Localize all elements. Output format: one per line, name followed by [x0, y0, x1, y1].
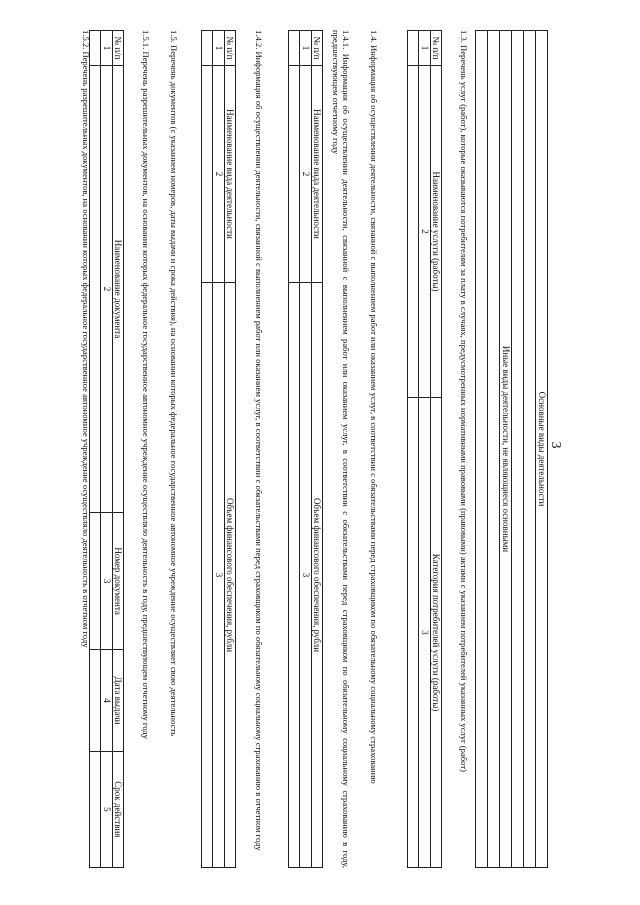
col-number: 2: [419, 66, 430, 398]
col-header: № п/п: [430, 31, 441, 66]
table-cell: [90, 650, 101, 751]
col-header: № п/п: [311, 31, 322, 66]
table-cell: [202, 66, 213, 283]
table-cell: [289, 283, 300, 868]
activities-table: [475, 30, 548, 868]
col-number: 1: [419, 31, 430, 66]
main-activities-row: [512, 31, 524, 868]
section-1-5-2-text: 1.5.2. Перечень разрешительных документов, на основании которых федеральное государственное автономное учреждение осуществляло деятельность в отчетном году: [81, 30, 91, 648]
col-number: 3: [101, 513, 112, 650]
table-cell: [90, 66, 101, 513]
col-number: 3: [213, 283, 224, 868]
table-cell: [408, 31, 419, 66]
col-header: Наименование вида деятельности: [224, 66, 235, 283]
col-number: 2: [300, 66, 311, 283]
table-cell: [90, 31, 101, 66]
col-header: Объем финансового обеспечения, рубли: [311, 283, 322, 868]
section-1-4-2-text: 1.4.2. Информация об осуществлении деятельности, связанной с выполнением работ или оказанием услуг, в соответствии с обязательствами перед страховщиком по обязательному социальному страхованию в отчетном году: [254, 30, 264, 851]
col-number: 2: [101, 66, 112, 513]
section-1-4-2-table: [201, 30, 236, 868]
section-1-5-1-table: [89, 30, 124, 868]
col-header: Дата выдачи: [112, 650, 123, 751]
other-activities-row: [488, 31, 500, 868]
other-activities-row: [476, 31, 488, 868]
table-cell: [289, 31, 300, 66]
col-number: 2: [213, 66, 224, 283]
section-1-4-text: 1.4. Информация об осуществлении деятельности, связанной с выполнением работ или оказанием услуг, в соответствии с обязательствами перед страховщиком по обязательному социальному страхованию: [369, 30, 379, 784]
col-number: 4: [101, 650, 112, 751]
col-number: 1: [213, 31, 224, 66]
rotated-page: [78, 12, 548, 872]
col-number: 3: [419, 398, 430, 868]
col-header: № п/п: [224, 31, 235, 66]
col-number: 1: [300, 31, 311, 66]
table-cell: [408, 66, 419, 398]
scan-edge: [0, 0, 640, 4]
table-cell: [90, 751, 101, 867]
col-header: Категория потребителей услуги (работы): [430, 398, 441, 868]
table-cell: [202, 31, 213, 66]
table-cell: [408, 398, 419, 868]
table-cell: [202, 283, 213, 868]
col-header: Наименование вида деятельности: [311, 66, 322, 283]
section-1-4-1-table: [288, 30, 323, 868]
col-header: Объем финансового обеспечения, рубли: [224, 283, 235, 868]
col-header: Номер документа: [112, 513, 123, 650]
section-1-3-text: 1.3. Перечень услуг (работ), которые оказываются потребителям за плату в случаях, предусмотренных нормативными правовыми (правовыми) актами с указанием потребителей указанных услуг (работ): [459, 30, 469, 772]
col-number: 3: [300, 283, 311, 868]
section-1-3-table: [407, 30, 442, 868]
col-header: Наименование документа: [112, 66, 123, 513]
section-1-5-text: 1.5. Перечень документов (с указанием номеров, даты выдачи и срока действия), на основании которых федеральное государственное автономное учреждение осуществляет свою деятельность: [169, 30, 179, 737]
col-header: № п/п: [112, 31, 123, 66]
col-number: 5: [101, 751, 112, 867]
col-header: Срок действия: [112, 751, 123, 867]
section-1-4-1-text: 1.4.1. Информация об осуществлении деятельности, связанной с выполнением работ или оказанием услуг, в соответствии с обязательствами перед страховщиком по обязательному социальному страхованию в году, предшествующем отчетному году: [331, 30, 351, 868]
other-activities-header: Иные виды деятельности, не являющиеся основными: [500, 31, 512, 868]
section-1-5-1-text: 1.5.1. Перечень разрешительных документов, на основании которых федеральное государственное автономное учреждение осуществляло деятельность в году, предшествующем отчетному году: [141, 30, 151, 739]
table-cell: [90, 513, 101, 650]
col-header: Наименование услуги (работы): [430, 66, 441, 398]
main-activities-header: Основные виды деятельности: [536, 31, 548, 868]
table-cell: [289, 66, 300, 283]
col-number: 1: [101, 31, 112, 66]
main-activities-row: [524, 31, 536, 868]
page-number: 3: [548, 441, 563, 449]
